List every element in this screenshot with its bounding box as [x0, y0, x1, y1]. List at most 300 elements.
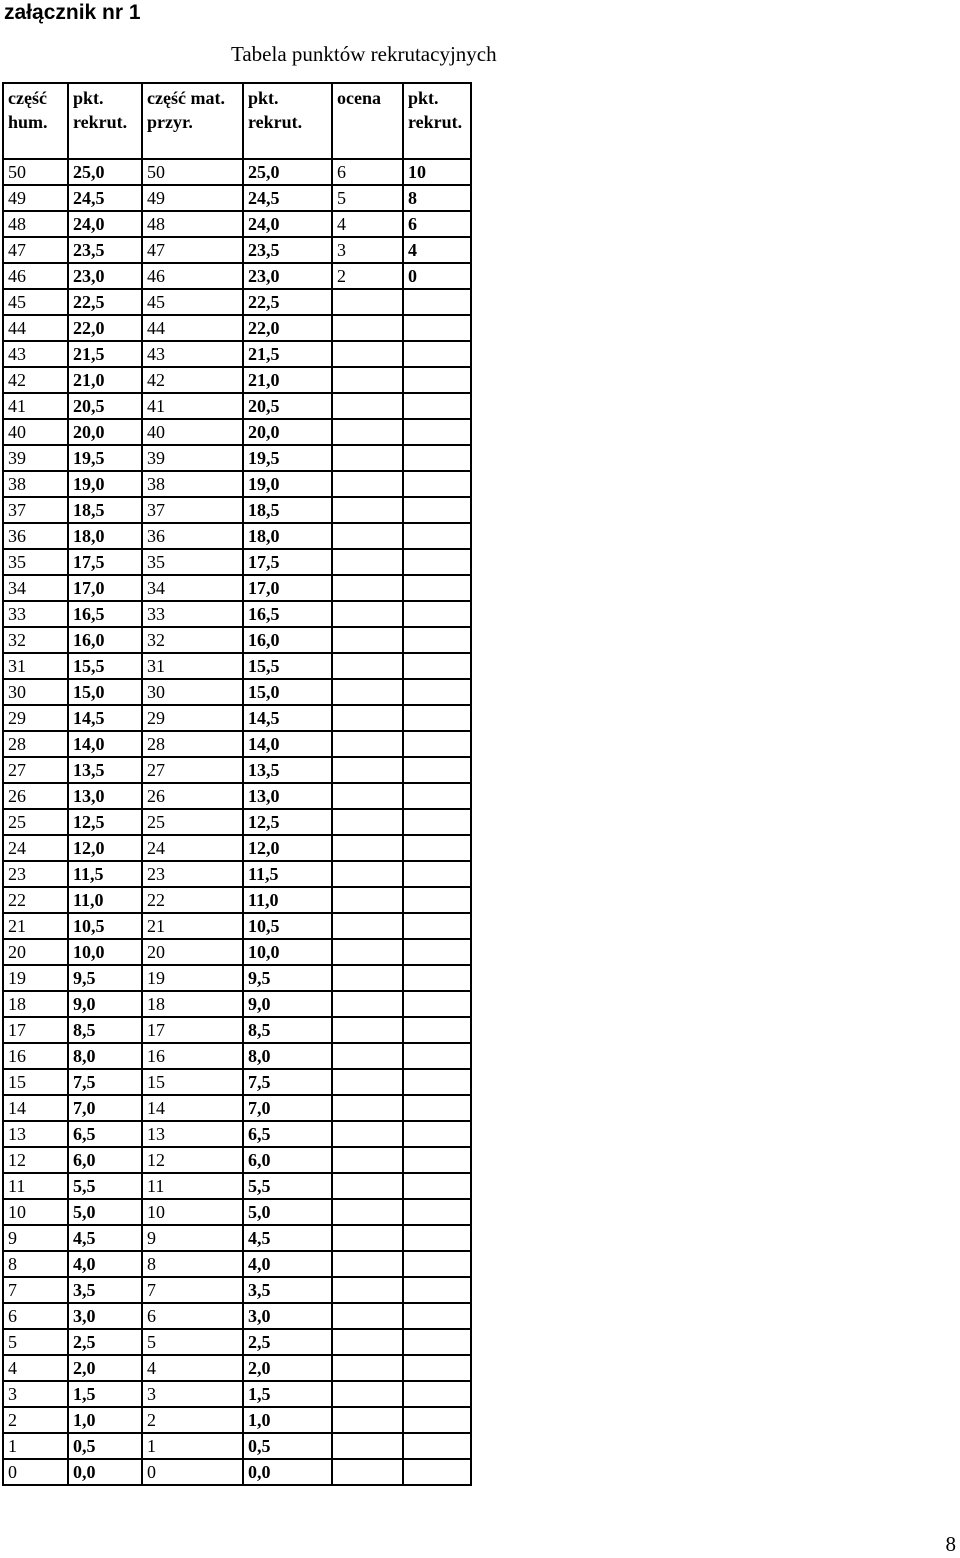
table-row: [3, 601, 471, 627]
cell-hum: 19: [3, 965, 68, 991]
cell-hum: 27: [3, 757, 68, 783]
cell-ocena: [332, 991, 403, 1017]
cell-mat: 38: [142, 471, 243, 497]
cell-pkt-hum: 7,0: [68, 1095, 142, 1121]
cell-pkt-ocena: 10: [403, 159, 471, 185]
cell-ocena: [332, 965, 403, 991]
cell-mat: 3: [142, 1381, 243, 1407]
cell-mat: 26: [142, 783, 243, 809]
cell-hum: 14: [3, 1095, 68, 1121]
col-header-ocena: ocena: [332, 83, 403, 159]
cell-pkt-hum: 21,5: [68, 341, 142, 367]
cell-ocena: [332, 1121, 403, 1147]
cell-ocena: [332, 939, 403, 965]
table-row: [3, 1407, 471, 1433]
cell-ocena: [332, 1251, 403, 1277]
table-row: [3, 679, 471, 705]
cell-pkt-ocena: [403, 1277, 471, 1303]
cell-pkt-hum: 16,5: [68, 601, 142, 627]
cell-ocena: [332, 783, 403, 809]
cell-ocena: 6: [332, 159, 403, 185]
table-row: [3, 965, 471, 991]
cell-pkt-ocena: [403, 445, 471, 471]
table-row: [3, 575, 471, 601]
cell-hum: 2: [3, 1407, 68, 1433]
cell-pkt-hum: 22,0: [68, 315, 142, 341]
cell-pkt-mat: 16,0: [243, 627, 332, 653]
cell-pkt-mat: 18,5: [243, 497, 332, 523]
cell-pkt-ocena: [403, 1355, 471, 1381]
cell-ocena: [332, 1381, 403, 1407]
table-row: [3, 1173, 471, 1199]
cell-ocena: [332, 601, 403, 627]
cell-pkt-ocena: [403, 965, 471, 991]
cell-pkt-hum: 11,0: [68, 887, 142, 913]
cell-mat: 12: [142, 1147, 243, 1173]
cell-pkt-ocena: [403, 1459, 471, 1485]
cell-mat: 49: [142, 185, 243, 211]
cell-pkt-hum: 9,5: [68, 965, 142, 991]
cell-ocena: [332, 1095, 403, 1121]
cell-pkt-ocena: [403, 497, 471, 523]
cell-hum: 12: [3, 1147, 68, 1173]
cell-hum: 11: [3, 1173, 68, 1199]
cell-pkt-hum: 25,0: [68, 159, 142, 185]
cell-pkt-mat: 20,5: [243, 393, 332, 419]
cell-pkt-mat: 17,0: [243, 575, 332, 601]
cell-ocena: [332, 835, 403, 861]
table-row: [3, 1069, 471, 1095]
cell-mat: 17: [142, 1017, 243, 1043]
cell-pkt-hum: 12,5: [68, 809, 142, 835]
cell-mat: 47: [142, 237, 243, 263]
table-row: [3, 445, 471, 471]
cell-pkt-hum: 18,0: [68, 523, 142, 549]
cell-hum: 28: [3, 731, 68, 757]
cell-pkt-ocena: [403, 783, 471, 809]
cell-pkt-mat: 13,5: [243, 757, 332, 783]
cell-pkt-ocena: [403, 341, 471, 367]
cell-pkt-mat: 20,0: [243, 419, 332, 445]
cell-pkt-hum: 4,5: [68, 1225, 142, 1251]
cell-ocena: [332, 1329, 403, 1355]
table-row: [3, 419, 471, 445]
cell-pkt-mat: 4,0: [243, 1251, 332, 1277]
cell-pkt-hum: 24,5: [68, 185, 142, 211]
cell-pkt-ocena: [403, 393, 471, 419]
cell-mat: 36: [142, 523, 243, 549]
cell-pkt-mat: 13,0: [243, 783, 332, 809]
table-row: [3, 1277, 471, 1303]
cell-pkt-ocena: [403, 315, 471, 341]
cell-pkt-hum: 3,5: [68, 1277, 142, 1303]
table-row: [3, 861, 471, 887]
table-row: [3, 367, 471, 393]
table-row: [3, 1459, 471, 1485]
cell-mat: 14: [142, 1095, 243, 1121]
cell-pkt-ocena: [403, 1329, 471, 1355]
cell-mat: 25: [142, 809, 243, 835]
cell-pkt-hum: 22,5: [68, 289, 142, 315]
cell-pkt-mat: 6,5: [243, 1121, 332, 1147]
cell-ocena: [332, 497, 403, 523]
cell-pkt-hum: 20,0: [68, 419, 142, 445]
cell-hum: 26: [3, 783, 68, 809]
cell-pkt-hum: 18,5: [68, 497, 142, 523]
cell-mat: 9: [142, 1225, 243, 1251]
cell-pkt-mat: 5,0: [243, 1199, 332, 1225]
cell-mat: 39: [142, 445, 243, 471]
cell-pkt-mat: 12,0: [243, 835, 332, 861]
cell-mat: 44: [142, 315, 243, 341]
table-row: [3, 887, 471, 913]
cell-ocena: [332, 341, 403, 367]
cell-pkt-mat: 19,5: [243, 445, 332, 471]
cell-pkt-ocena: [403, 1407, 471, 1433]
cell-mat: 1: [142, 1433, 243, 1459]
cell-pkt-ocena: [403, 861, 471, 887]
cell-mat: 6: [142, 1303, 243, 1329]
cell-pkt-mat: 5,5: [243, 1173, 332, 1199]
col-header-pkt-hum: pkt. rekrut.: [68, 83, 142, 159]
cell-mat: 4: [142, 1355, 243, 1381]
cell-pkt-ocena: [403, 757, 471, 783]
table-row: [3, 757, 471, 783]
cell-pkt-ocena: [403, 887, 471, 913]
cell-pkt-ocena: [403, 601, 471, 627]
table-row: [3, 523, 471, 549]
cell-pkt-hum: 6,0: [68, 1147, 142, 1173]
cell-pkt-mat: 8,0: [243, 1043, 332, 1069]
cell-pkt-mat: 15,0: [243, 679, 332, 705]
col-header-mat: część mat. przyr.: [142, 83, 243, 159]
cell-pkt-hum: 17,0: [68, 575, 142, 601]
cell-hum: 22: [3, 887, 68, 913]
cell-pkt-ocena: [403, 1121, 471, 1147]
cell-pkt-hum: 1,5: [68, 1381, 142, 1407]
cell-pkt-hum: 15,5: [68, 653, 142, 679]
cell-mat: 27: [142, 757, 243, 783]
table-row: [3, 1043, 471, 1069]
cell-pkt-mat: 14,5: [243, 705, 332, 731]
cell-ocena: [332, 1199, 403, 1225]
cell-ocena: [332, 757, 403, 783]
table-row: [3, 783, 471, 809]
cell-ocena: [332, 1225, 403, 1251]
cell-hum: 45: [3, 289, 68, 315]
cell-pkt-mat: 1,5: [243, 1381, 332, 1407]
cell-mat: 5: [142, 1329, 243, 1355]
table-row: [3, 1329, 471, 1355]
cell-hum: 5: [3, 1329, 68, 1355]
cell-ocena: [332, 1277, 403, 1303]
table-row: [3, 1433, 471, 1459]
cell-mat: 21: [142, 913, 243, 939]
table-row: [3, 627, 471, 653]
page-number: 8: [945, 1532, 956, 1556]
cell-hum: 48: [3, 211, 68, 237]
cell-pkt-mat: 14,0: [243, 731, 332, 757]
cell-pkt-ocena: [403, 1069, 471, 1095]
cell-mat: 11: [142, 1173, 243, 1199]
cell-ocena: [332, 731, 403, 757]
cell-hum: 46: [3, 263, 68, 289]
cell-pkt-hum: 13,0: [68, 783, 142, 809]
cell-pkt-ocena: [403, 1095, 471, 1121]
col-header-hum: część hum.: [3, 83, 68, 159]
cell-pkt-hum: 19,0: [68, 471, 142, 497]
cell-hum: 50: [3, 159, 68, 185]
cell-ocena: [332, 887, 403, 913]
cell-hum: 17: [3, 1017, 68, 1043]
cell-pkt-hum: 2,0: [68, 1355, 142, 1381]
col-header-pkt-ocena: pkt. rekrut.: [403, 83, 471, 159]
cell-pkt-mat: 0,0: [243, 1459, 332, 1485]
cell-hum: 0: [3, 1459, 68, 1485]
cell-pkt-hum: 23,5: [68, 237, 142, 263]
table-row: [3, 185, 471, 211]
table-row: [3, 211, 471, 237]
cell-mat: 33: [142, 601, 243, 627]
cell-pkt-ocena: [403, 1225, 471, 1251]
cell-mat: 31: [142, 653, 243, 679]
cell-mat: 10: [142, 1199, 243, 1225]
table-row: [3, 549, 471, 575]
cell-hum: 10: [3, 1199, 68, 1225]
cell-hum: 7: [3, 1277, 68, 1303]
cell-mat: 8: [142, 1251, 243, 1277]
cell-pkt-mat: 6,0: [243, 1147, 332, 1173]
cell-pkt-mat: 23,0: [243, 263, 332, 289]
table-row: [3, 809, 471, 835]
table-row: [3, 289, 471, 315]
cell-mat: 45: [142, 289, 243, 315]
cell-mat: 32: [142, 627, 243, 653]
cell-mat: 41: [142, 393, 243, 419]
cell-pkt-hum: 10,0: [68, 939, 142, 965]
cell-pkt-mat: 21,5: [243, 341, 332, 367]
cell-pkt-hum: 13,5: [68, 757, 142, 783]
cell-pkt-mat: 22,0: [243, 315, 332, 341]
cell-pkt-ocena: [403, 627, 471, 653]
cell-pkt-mat: 18,0: [243, 523, 332, 549]
cell-mat: 35: [142, 549, 243, 575]
cell-hum: 13: [3, 1121, 68, 1147]
cell-mat: 37: [142, 497, 243, 523]
cell-pkt-mat: 21,0: [243, 367, 332, 393]
cell-pkt-hum: 8,0: [68, 1043, 142, 1069]
cell-pkt-mat: 11,5: [243, 861, 332, 887]
table-row: [3, 991, 471, 1017]
cell-mat: 28: [142, 731, 243, 757]
table-title: Tabela punktów rekrutacyjnych: [231, 42, 497, 66]
cell-hum: 49: [3, 185, 68, 211]
cell-pkt-ocena: [403, 1433, 471, 1459]
cell-pkt-mat: 17,5: [243, 549, 332, 575]
cell-hum: 8: [3, 1251, 68, 1277]
cell-pkt-hum: 4,0: [68, 1251, 142, 1277]
table-row: [3, 1355, 471, 1381]
cell-pkt-mat: 7,5: [243, 1069, 332, 1095]
cell-hum: 38: [3, 471, 68, 497]
cell-hum: 33: [3, 601, 68, 627]
cell-ocena: [332, 549, 403, 575]
cell-pkt-ocena: [403, 653, 471, 679]
cell-hum: 20: [3, 939, 68, 965]
table-row: [3, 341, 471, 367]
cell-hum: 43: [3, 341, 68, 367]
cell-pkt-mat: 19,0: [243, 471, 332, 497]
table-row: [3, 1303, 471, 1329]
cell-pkt-mat: 11,0: [243, 887, 332, 913]
cell-ocena: [332, 679, 403, 705]
cell-pkt-ocena: [403, 367, 471, 393]
cell-pkt-hum: 8,5: [68, 1017, 142, 1043]
table-row: [3, 1017, 471, 1043]
cell-mat: 22: [142, 887, 243, 913]
cell-ocena: [332, 809, 403, 835]
cell-hum: 24: [3, 835, 68, 861]
cell-mat: 29: [142, 705, 243, 731]
cell-pkt-ocena: [403, 991, 471, 1017]
cell-hum: 21: [3, 913, 68, 939]
cell-pkt-mat: 4,5: [243, 1225, 332, 1251]
table-row: [3, 237, 471, 263]
cell-pkt-hum: 1,0: [68, 1407, 142, 1433]
cell-hum: 37: [3, 497, 68, 523]
cell-pkt-hum: 6,5: [68, 1121, 142, 1147]
table-row: [3, 1199, 471, 1225]
cell-pkt-ocena: 8: [403, 185, 471, 211]
cell-pkt-ocena: [403, 835, 471, 861]
cell-ocena: [332, 1459, 403, 1485]
cell-pkt-hum: 7,5: [68, 1069, 142, 1095]
cell-pkt-ocena: [403, 523, 471, 549]
cell-pkt-hum: 12,0: [68, 835, 142, 861]
table-row: [3, 1225, 471, 1251]
cell-pkt-hum: 2,5: [68, 1329, 142, 1355]
cell-hum: 25: [3, 809, 68, 835]
table-row: [3, 1381, 471, 1407]
cell-mat: 23: [142, 861, 243, 887]
cell-ocena: [332, 627, 403, 653]
cell-pkt-hum: 0,0: [68, 1459, 142, 1485]
cell-ocena: [332, 861, 403, 887]
cell-hum: 3: [3, 1381, 68, 1407]
col-header-pkt-mat: pkt. rekrut.: [243, 83, 332, 159]
cell-pkt-ocena: [403, 1303, 471, 1329]
cell-ocena: [332, 445, 403, 471]
table-row: [3, 1251, 471, 1277]
table-row: [3, 159, 471, 185]
cell-pkt-ocena: 6: [403, 211, 471, 237]
cell-pkt-mat: 24,5: [243, 185, 332, 211]
cell-hum: 32: [3, 627, 68, 653]
cell-hum: 6: [3, 1303, 68, 1329]
table-body: [3, 159, 471, 1485]
table-row: [3, 471, 471, 497]
cell-pkt-hum: 16,0: [68, 627, 142, 653]
cell-mat: 43: [142, 341, 243, 367]
cell-mat: 16: [142, 1043, 243, 1069]
table-row: [3, 1147, 471, 1173]
cell-pkt-ocena: [403, 1147, 471, 1173]
cell-pkt-mat: 22,5: [243, 289, 332, 315]
cell-pkt-ocena: [403, 679, 471, 705]
cell-pkt-hum: 14,5: [68, 705, 142, 731]
cell-pkt-mat: 10,5: [243, 913, 332, 939]
cell-ocena: [332, 575, 403, 601]
cell-hum: 15: [3, 1069, 68, 1095]
table-row: [3, 497, 471, 523]
cell-ocena: [332, 289, 403, 315]
cell-pkt-hum: 10,5: [68, 913, 142, 939]
attachment-heading: załącznik nr 1: [4, 1, 141, 24]
cell-pkt-mat: 3,0: [243, 1303, 332, 1329]
cell-pkt-ocena: [403, 549, 471, 575]
cell-pkt-ocena: 4: [403, 237, 471, 263]
table-row: [3, 913, 471, 939]
cell-hum: 30: [3, 679, 68, 705]
cell-mat: 40: [142, 419, 243, 445]
cell-pkt-hum: 24,0: [68, 211, 142, 237]
cell-pkt-ocena: [403, 1043, 471, 1069]
cell-ocena: [332, 1043, 403, 1069]
cell-ocena: [332, 1173, 403, 1199]
table-row: [3, 315, 471, 341]
cell-pkt-mat: 23,5: [243, 237, 332, 263]
cell-pkt-hum: 21,0: [68, 367, 142, 393]
cell-pkt-mat: 8,5: [243, 1017, 332, 1043]
cell-hum: 42: [3, 367, 68, 393]
cell-mat: 48: [142, 211, 243, 237]
table-header-row: [3, 83, 471, 159]
cell-pkt-hum: 17,5: [68, 549, 142, 575]
cell-pkt-ocena: 0: [403, 263, 471, 289]
cell-pkt-mat: 9,0: [243, 991, 332, 1017]
cell-mat: 50: [142, 159, 243, 185]
cell-pkt-ocena: [403, 419, 471, 445]
table-row: [3, 731, 471, 757]
cell-hum: 47: [3, 237, 68, 263]
cell-pkt-hum: 19,5: [68, 445, 142, 471]
cell-pkt-mat: 10,0: [243, 939, 332, 965]
cell-pkt-ocena: [403, 1251, 471, 1277]
cell-mat: 15: [142, 1069, 243, 1095]
cell-ocena: [332, 367, 403, 393]
cell-pkt-mat: 25,0: [243, 159, 332, 185]
cell-ocena: [332, 1147, 403, 1173]
cell-mat: 20: [142, 939, 243, 965]
cell-mat: 13: [142, 1121, 243, 1147]
cell-hum: 9: [3, 1225, 68, 1251]
cell-pkt-mat: 2,5: [243, 1329, 332, 1355]
cell-hum: 4: [3, 1355, 68, 1381]
cell-mat: 46: [142, 263, 243, 289]
cell-hum: 39: [3, 445, 68, 471]
cell-pkt-ocena: [403, 809, 471, 835]
cell-pkt-ocena: [403, 471, 471, 497]
cell-ocena: 3: [332, 237, 403, 263]
cell-hum: 16: [3, 1043, 68, 1069]
cell-pkt-ocena: [403, 705, 471, 731]
cell-hum: 1: [3, 1433, 68, 1459]
cell-pkt-mat: 2,0: [243, 1355, 332, 1381]
cell-pkt-hum: 23,0: [68, 263, 142, 289]
cell-mat: 34: [142, 575, 243, 601]
cell-mat: 18: [142, 991, 243, 1017]
cell-pkt-ocena: [403, 939, 471, 965]
